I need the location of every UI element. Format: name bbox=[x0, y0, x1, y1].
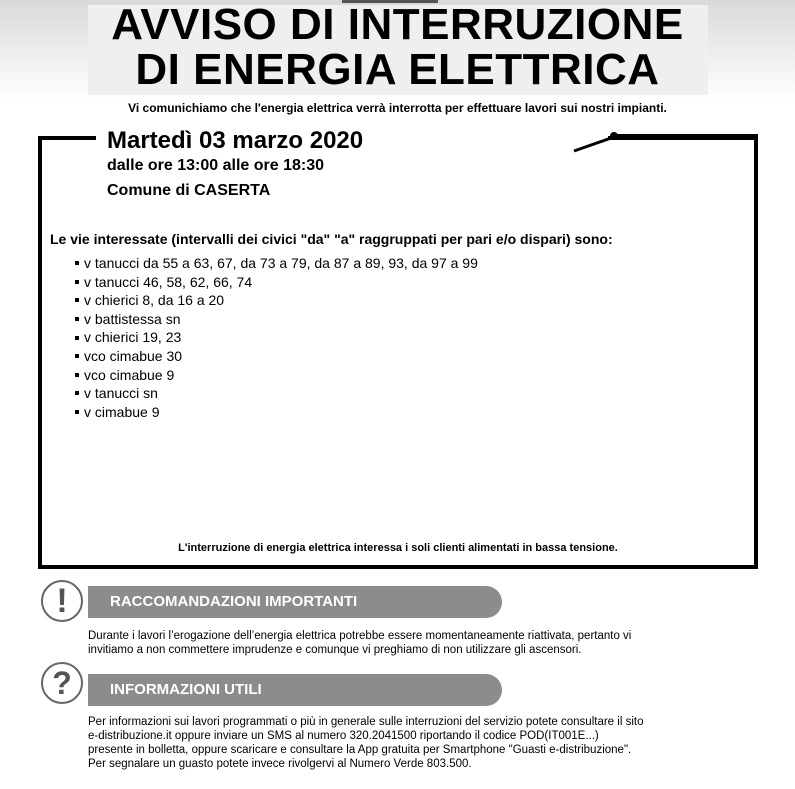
outage-comune: Comune di CASERTA bbox=[107, 182, 271, 199]
low-voltage-footnote: L'interruzione di energia elettrica interessa i soli clienti alimentati in bassa tensione. bbox=[178, 542, 618, 554]
streets-intro: Le vie interessate (intervalli dei civici "da" "a" raggruppati per pari e/o dispari) sono: bbox=[50, 231, 613, 247]
street-item bbox=[75, 384, 478, 403]
street-text: v tanucci 46, 58, 62, 66, 74 bbox=[84, 273, 253, 290]
street-text: v tanucci da 55 a 63, 67, da 73 a 79, da 87 a 89, 93, da 97 a 99 bbox=[84, 255, 478, 271]
bullet-icon bbox=[75, 317, 79, 321]
informazioni-line: presente in bolletta, oppure scaricare e consultare la App gratuita per Smartphone "Guasti e-distribuzione". bbox=[88, 744, 632, 756]
informazioni-text bbox=[88, 715, 758, 771]
street-item bbox=[75, 254, 478, 273]
street-item bbox=[75, 328, 478, 347]
street-text: v tanucci sn bbox=[84, 385, 158, 402]
street-item bbox=[75, 347, 478, 366]
raccomandazioni-line: Durante i lavori l’erogazione dell’energia elettrica potrebbe essere momentaneamente riattivata, pertanto vi bbox=[88, 630, 632, 642]
raccomandazioni-line: invitiamo a non commettere imprudenze e comunque vi preghiamo di non utilizzare gli ascensori. bbox=[88, 644, 582, 656]
street-item bbox=[75, 366, 478, 385]
bullet-icon bbox=[75, 261, 79, 265]
street-item bbox=[75, 403, 478, 422]
raccomandazioni-text bbox=[88, 629, 758, 657]
bullet-icon bbox=[75, 336, 79, 340]
bullet-icon bbox=[75, 373, 79, 377]
bullet-icon bbox=[75, 410, 79, 414]
street-text: v chierici 19, 23 bbox=[84, 329, 182, 346]
outage-hours: dalle ore 13:00 alle ore 18:30 bbox=[107, 157, 325, 174]
street-item bbox=[75, 310, 478, 329]
street-item bbox=[75, 291, 478, 310]
exclamation-icon: ! bbox=[41, 580, 83, 622]
intro-text: Vi comunichiamo che l'energia elettrica verrà interrotta per effettuare lavori sui nostri impianti. bbox=[128, 101, 667, 115]
pen-icon bbox=[568, 126, 758, 156]
bullet-icon bbox=[75, 280, 79, 284]
notice-title bbox=[0, 2, 795, 92]
street-list bbox=[75, 254, 478, 421]
street-text: v battistessa sn bbox=[84, 310, 181, 327]
informazioni-line: Per informazioni sui lavori programmati o più in generale sulle interruzioni del servizio potete consultare il sito bbox=[88, 716, 644, 728]
street-item bbox=[75, 273, 478, 292]
title-line-1: AVVISO DI INTERRUZIONE bbox=[111, 0, 684, 49]
street-text: vco cimabue 9 bbox=[84, 366, 175, 383]
street-text: v cimabue 9 bbox=[84, 403, 160, 420]
informazioni-heading: INFORMAZIONI UTILI bbox=[88, 674, 502, 706]
raccomandazioni-heading: RACCOMANDAZIONI IMPORTANTI bbox=[88, 586, 502, 618]
bullet-icon bbox=[75, 354, 79, 358]
street-text: vco cimabue 30 bbox=[84, 347, 183, 364]
question-icon: ? bbox=[41, 662, 83, 704]
outage-date: Martedì 03 marzo 2020 bbox=[107, 127, 364, 154]
street-text: v chierici 8, da 16 a 20 bbox=[84, 292, 225, 309]
informazioni-line: Per segnalare un guasto potete invece rivolgervi al Numero Verde 803.500. bbox=[88, 758, 472, 770]
informazioni-line: e-distribuzione.it oppure inviare un SMS al numero 320.2041500 riportando il codice POD(IT001E...) bbox=[88, 730, 599, 742]
title-line-2: DI ENERGIA ELETTRICA bbox=[135, 45, 660, 94]
bullet-icon bbox=[75, 298, 79, 302]
bullet-icon bbox=[75, 391, 79, 395]
